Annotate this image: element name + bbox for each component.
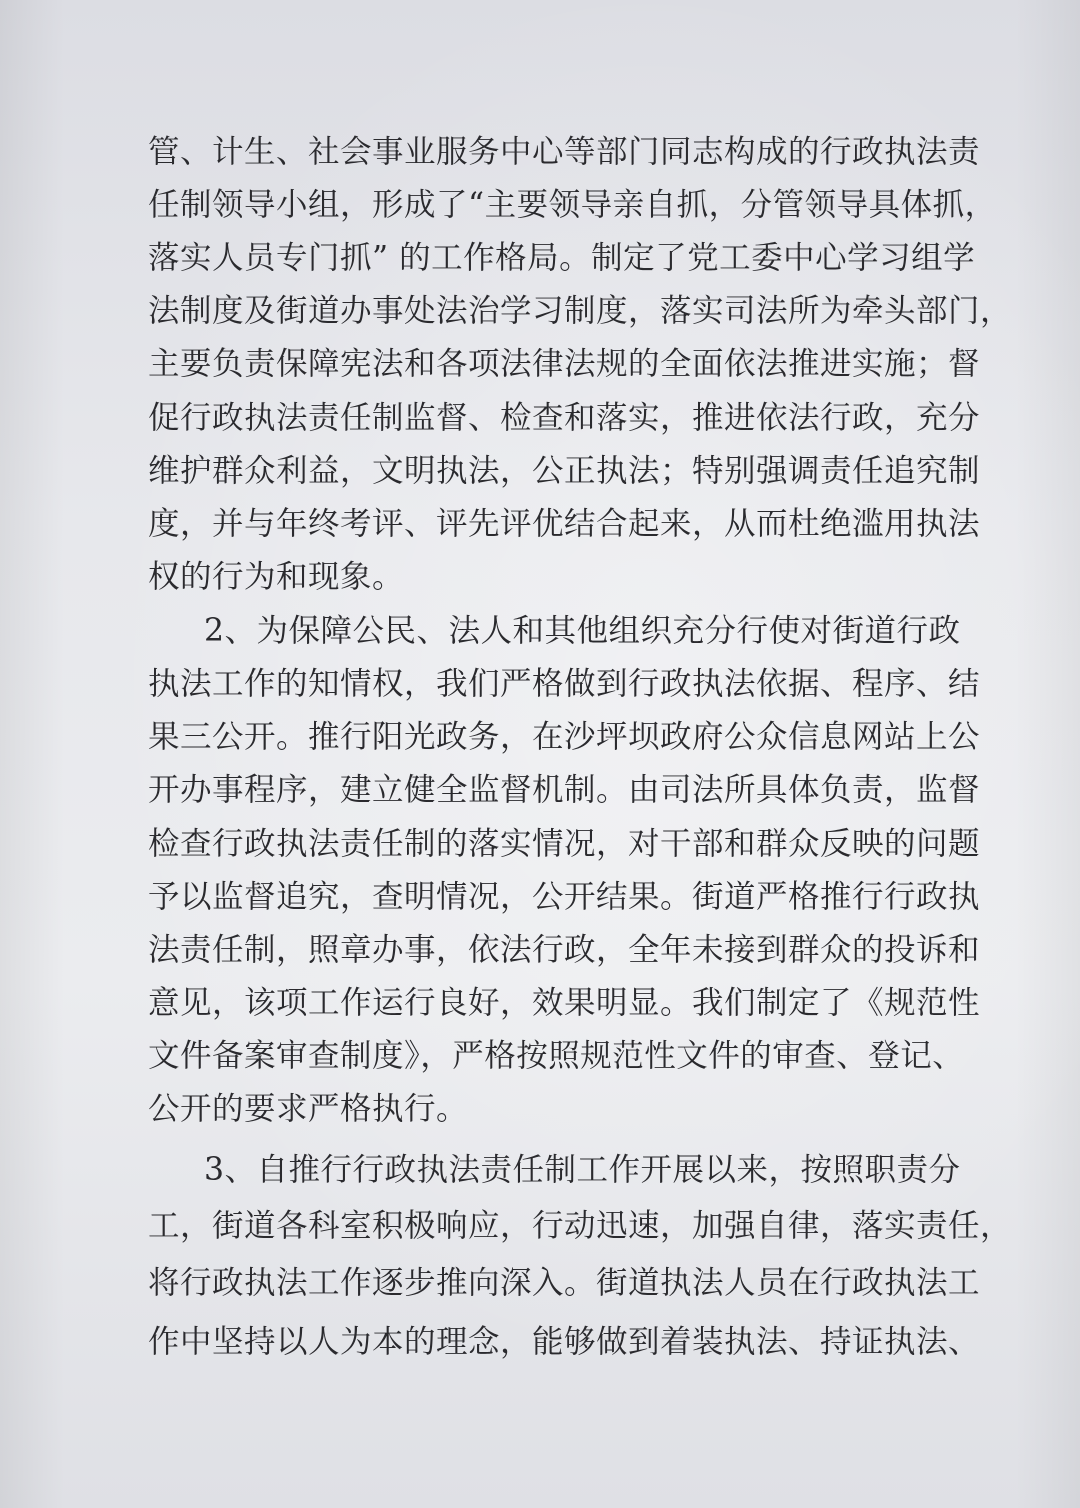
text-line: 促行政执法责任制监督、检查和落实，推进依法行政，充分	[148, 400, 981, 436]
text-line: 予以监督追究，查明情况，公开结果。街道严格推行行政执	[148, 879, 981, 915]
text-line: 执法工作的知情权，我们严格做到行政执法依据、程序、结	[148, 666, 981, 702]
text-line: 落实人员专门抓” 的工作格局。制定了党工委中心学习组学	[148, 240, 976, 276]
text-line: 维护群众利益，文明执法，公正执法；特别强调责任追究制	[148, 453, 981, 489]
text-line: 文件备案审查制度》，严格按照规范性文件的审查、登记、	[148, 1038, 965, 1074]
text-line: 检查行政执法责任制的落实情况，对干部和群众反映的问题	[148, 826, 981, 862]
text-line: 意见，该项工作运行良好，效果明显。我们制定了《规范性	[148, 985, 981, 1021]
text-line: 2、为保障公民、法人和其他组织充分行使对街道行政	[204, 613, 961, 649]
text-line: 工，街道各科室积极响应，行动迅速，加强自律，落实责任，	[148, 1208, 1013, 1244]
text-line: 管、计生、社会事业服务中心等部门同志构成的行政执法责	[148, 134, 981, 170]
text-line: 将行政执法工作逐步推向深入。街道执法人员在行政执法工	[148, 1265, 981, 1301]
text-line: 主要负责保障宪法和各项法律法规的全面依法推进实施；督	[148, 346, 981, 382]
text-line: 任制领导小组，形成了“主要领导亲自抓，分管领导具体抓，	[148, 187, 997, 223]
text-line: 作中坚持以人为本的理念，能够做到着装执法、持证执法、	[148, 1324, 981, 1360]
text-line: 法制度及街道办事处法治学习制度，落实司法所为牵头部门，	[148, 293, 1013, 329]
text-line: 公开的要求严格执行。	[148, 1091, 469, 1127]
text-line: 度，并与年终考评、评先评优结合起来，从而杜绝滥用执法	[148, 506, 981, 542]
text-line: 法责任制，照章办事，依法行政，全年未接到群众的投诉和	[148, 932, 981, 968]
text-line: 权的行为和现象。	[148, 559, 405, 595]
text-line: 3、自推行行政执法责任制工作开展以来，按照职责分	[204, 1152, 961, 1188]
text-line: 开办事程序，建立健全监督机制。由司法所具体负责，监督	[148, 772, 981, 808]
text-line: 果三公开。推行阳光政务，在沙坪坝政府公众信息网站上公	[148, 719, 981, 755]
